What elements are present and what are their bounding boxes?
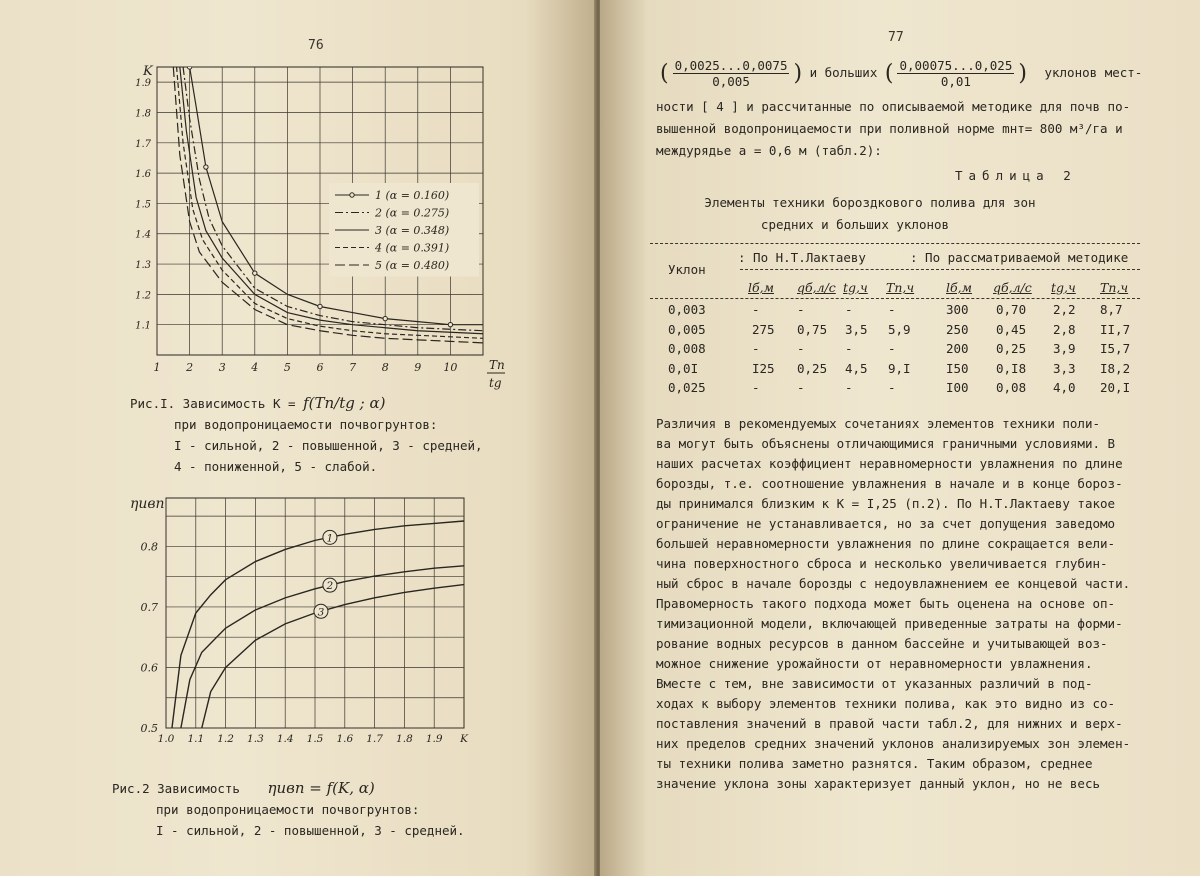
body-line: них пределов средних значений уклонов анализируемых зон элемен-	[656, 736, 1131, 751]
x-tick-label: 1.0	[157, 733, 175, 745]
x-tick-label: 1.9	[425, 733, 443, 745]
table-cell: 3,5	[845, 321, 868, 337]
y-tick-label: 0.7	[140, 600, 158, 614]
sub-header-t-g: tg,ч	[843, 280, 868, 295]
table-cell: 250	[946, 321, 969, 337]
table-cell: -	[797, 302, 805, 317]
table-cell: 20,I	[1100, 380, 1131, 395]
chart-k-vs-tp-tg	[115, 55, 505, 400]
fraction-1-numerator: 0,0025...0,0075	[674, 58, 788, 73]
chart-eta-vs-k	[120, 490, 480, 760]
y-tick-label: 1.6	[135, 169, 151, 181]
body-line: значение уклона зоны характеризует данный уклон, но не весь	[656, 776, 1101, 791]
table-cell: I8,2	[1100, 360, 1131, 376]
body-line: Вместе с тем, вне зависимости от указанных различий в под-	[656, 676, 1093, 691]
table-title	[690, 192, 1050, 236]
intro-paragraph	[656, 96, 1176, 162]
table-rule-mid	[740, 269, 1140, 270]
body-line: ный сброс в начале борозды с недоувлажнением ее концевой части.	[656, 576, 1131, 591]
table-cell: -	[888, 341, 896, 356]
table-cell: 300	[946, 302, 969, 317]
x-tick-label: 8	[381, 361, 389, 374]
cell-slope: 0,003	[668, 302, 706, 317]
table-cell: 0,08	[996, 380, 1027, 395]
intro-line: ности [ 4 ] и рассчитанные по описываемой методике для почв по-	[656, 99, 1131, 114]
figure2-caption-line: I - сильной, 2 - повышенной, 3 - средней.	[156, 823, 465, 838]
body-line: Различия в рекомендуемых сочетаниях элементов техники поли-	[656, 416, 1101, 431]
table-cell: -	[797, 380, 805, 395]
intro-mid-text: и больших	[809, 65, 878, 80]
x-tick-label: 1.5	[306, 733, 324, 745]
table-rule-header-bottom	[650, 298, 1140, 299]
table-cell: 0,25	[996, 341, 1027, 356]
table-cell: 0,45	[996, 321, 1027, 337]
series-marker-1	[253, 271, 257, 275]
legend-label-5: 5 (α = 0.480)	[375, 259, 450, 272]
sub-header-q-b: qб,л/с	[797, 280, 836, 295]
series-marker-1	[318, 304, 322, 308]
sub-header-t-g: tg,ч	[1051, 280, 1076, 295]
series-marker-1	[187, 65, 191, 69]
body-line: наших расчетах коэффициент неравномерности увлажнения по длине	[656, 456, 1123, 471]
x-tick-label: 1.4	[276, 733, 294, 745]
intro-fraction-line: ( $\frac{0,0025...0,0075}{0,005}$ ) и больших ( $\frac{0,00075...0,025}{0,01}$ ) уклонов мест-	[660, 58, 1143, 89]
x-tick-label: 1.6	[336, 733, 354, 745]
intro-end-text: уклонов мест-	[1044, 65, 1143, 80]
figure1-caption-line: Рис.I. Зависимость К =	[130, 396, 296, 411]
group-header-laktaev: : По Н.Т.Лактаеву	[738, 250, 866, 265]
body-line: тимизационной модели, включающей приведенные затраты на форми-	[656, 616, 1123, 631]
table-cell: I5,7	[1100, 341, 1131, 356]
x-tick-label: K	[460, 733, 468, 745]
y-tick-label: 1.3	[135, 260, 151, 272]
cell-slope: 0,025	[668, 380, 706, 395]
figure2-caption-line: при водопроницаемости почвогрунтов:	[156, 802, 420, 817]
x-tick-label: 2	[186, 361, 194, 374]
fraction-1-denominator: 0,005	[712, 74, 750, 89]
intro-line: вышенной водопроницаемости при поливной норме mнт= 800 м³/га и	[656, 121, 1123, 136]
fraction-2	[897, 58, 1014, 89]
x-axis-label-num: Tп	[489, 358, 505, 372]
x-tick-label: 1.7	[366, 733, 383, 745]
curve-label-2: 2	[326, 580, 334, 593]
table-cell: 2,2	[1053, 302, 1076, 317]
x-tick-label: 1.1	[187, 733, 205, 745]
body-line: Правомерность такого подхода может быть оценена на основе оп-	[656, 596, 1116, 611]
table-cell: -	[797, 341, 805, 356]
table-cell: 0,25	[797, 360, 828, 376]
body-line: ва могут быть объяснены отличающимися граничными условиями. В	[656, 436, 1116, 451]
series-line-3	[202, 585, 464, 728]
x-tick-label: 1.3	[247, 733, 264, 745]
figure1-caption-line: 4 - пониженной, 5 - слабой.	[174, 459, 378, 474]
sub-header-l-b: lб,м	[946, 280, 972, 295]
table-cell: 0,I8	[996, 360, 1027, 376]
table-cell: 0,75	[797, 321, 828, 337]
col-header-uklon: Уклон	[668, 262, 706, 277]
y-axis-label: ηивп	[130, 496, 165, 512]
cell-slope: 0,005	[668, 321, 706, 337]
intro-line: междурядье а = 0,6 м (табл.2):	[656, 143, 882, 158]
legend-label-2: 2 (α = 0.275)	[375, 206, 450, 220]
table-cell: 2,8	[1053, 321, 1076, 337]
y-tick-label: 1.9	[135, 78, 151, 90]
table-cell: 4,5	[845, 360, 868, 376]
fraction-2-denominator: 0,01	[940, 74, 971, 89]
x-tick-label: 4	[251, 361, 259, 374]
table-title-line: Элементы техники бороздкового полива для зон	[704, 195, 1036, 210]
series-marker-1	[204, 165, 208, 169]
y-tick-label: 1.4	[135, 229, 151, 241]
figure1-caption-line: при водопроницаемости почвогрунтов:	[174, 417, 438, 432]
table-cell: 5,9	[888, 321, 911, 337]
body-line: ты техники полива заметно разнятся. Таким образом, среднее	[656, 756, 1093, 771]
body-line: поставления значений в правой части табл.2, для нижних и верх-	[656, 716, 1123, 731]
table-cell: 8,7	[1100, 302, 1123, 317]
table-cell: -	[845, 380, 853, 395]
x-tick-label: 1.2	[217, 733, 234, 745]
body-line: можное снижение урожайности от неравномерности увлажнения.	[656, 656, 1093, 671]
figure2-formula: ηивп = f(K, α)	[267, 779, 375, 797]
cell-slope: 0,008	[668, 341, 706, 356]
x-tick-label: 3	[218, 361, 226, 374]
y-tick-label: 1.1	[135, 320, 151, 332]
table-cell: I25	[752, 360, 775, 376]
curve-label-1: 1	[326, 532, 334, 545]
body-line: ходах к выбору элементов техники полива, как это видно из со-	[656, 696, 1116, 711]
table-cell: 0,70	[996, 302, 1027, 317]
legend-label-4: 4 (α = 0.391)	[375, 241, 450, 255]
figure1-caption	[130, 393, 483, 477]
series-line-1	[172, 521, 464, 728]
body-line: борозды, т.е. соотношение увлажнения в начале и в конце бороз-	[656, 476, 1123, 491]
figure1-caption-line: I - сильной, 2 - повышенной, 3 - средней,	[174, 438, 483, 453]
table-cell: 3,3	[1053, 360, 1076, 376]
table-cell: I50	[946, 360, 969, 376]
legend-label-1: 1 (α = 0.160)	[375, 189, 450, 202]
body-line: большей неравномерности увлажнения по длине сокращается вели-	[656, 536, 1116, 551]
body-line: рование водных ресурсов в данном бассейне и учитывающей воз-	[656, 636, 1108, 651]
figure2-caption	[112, 778, 465, 841]
table-cell: 9,I	[888, 360, 911, 376]
y-tick-label: 1.8	[135, 108, 151, 120]
x-tick-label: 9	[414, 361, 422, 374]
sub-header-q-b: qб,л/с	[993, 280, 1032, 295]
table-title-line: средних и больших уклонов	[760, 217, 950, 232]
figure1-formula: f(Tп/tg ; α)	[303, 394, 386, 412]
body-text	[656, 414, 1136, 794]
y-tick-label: 1.2	[135, 290, 151, 302]
group-header-method: : По рассматриваемой методике	[910, 250, 1129, 265]
table-cell: 200	[946, 341, 969, 356]
series-marker-1	[383, 316, 387, 320]
table-cell: -	[752, 380, 760, 395]
table-cell: -	[845, 302, 853, 317]
table-cell: -	[845, 341, 853, 356]
sub-header-t-p: Tп,ч	[1100, 280, 1129, 295]
y-tick-label: 1.7	[135, 138, 151, 150]
x-tick-label: 1.8	[396, 733, 413, 745]
x-tick-label: 5	[283, 361, 291, 374]
body-line: ды принимался близким к К = I,25 (п.2). По Н.Т.Лактаеву такое	[656, 496, 1116, 511]
table-cell: II,7	[1100, 321, 1131, 337]
table-cell: I00	[946, 380, 969, 395]
figure2-caption-line: Рис.2 Зависимость	[112, 781, 240, 796]
page-number-left: 76	[308, 38, 324, 53]
y-tick-label: 0.8	[140, 540, 158, 554]
curve-label-3: 3	[317, 606, 325, 619]
sub-header-l-b: lб,м	[748, 280, 774, 295]
x-tick-label: 1	[153, 361, 161, 374]
left-page	[0, 0, 596, 876]
y-tick-label: 0.6	[140, 661, 158, 675]
fraction-1	[673, 58, 790, 89]
page-number-right: 77	[888, 30, 904, 45]
body-line: чина поверхностного сброса и несколько увеличивается глубин-	[656, 556, 1108, 571]
table-cell: -	[888, 302, 896, 317]
table-rule-top	[650, 243, 1140, 244]
legend-label-3: 3 (α = 0.348)	[375, 224, 450, 237]
y-axis-label: K	[143, 64, 153, 79]
table-cell: 275	[752, 321, 775, 337]
x-tick-label: 10	[443, 361, 458, 374]
fraction-2-numerator: 0,00075...0,025	[899, 58, 1013, 73]
table-cell: -	[752, 341, 760, 356]
series-marker-1	[448, 322, 452, 326]
y-tick-label: 0.5	[140, 722, 158, 735]
x-axis-label-den: tg	[489, 376, 502, 390]
x-tick-label: 7	[349, 361, 357, 374]
table-cell: -	[752, 302, 760, 317]
y-tick-label: 1.5	[135, 199, 151, 211]
x-tick-label: 6	[316, 361, 324, 374]
table-label: Таблица 2	[955, 168, 1077, 183]
table-cell: -	[888, 380, 896, 395]
body-line: ограничение не устанавливается, но за счет допущения заведомо	[656, 516, 1116, 531]
table-cell: 4,0	[1053, 380, 1076, 395]
table-cell: 3,9	[1053, 341, 1076, 356]
sub-header-t-p: Tп,ч	[886, 280, 915, 295]
legend-marker-1	[350, 193, 354, 197]
cell-slope: 0,0I	[668, 360, 699, 376]
